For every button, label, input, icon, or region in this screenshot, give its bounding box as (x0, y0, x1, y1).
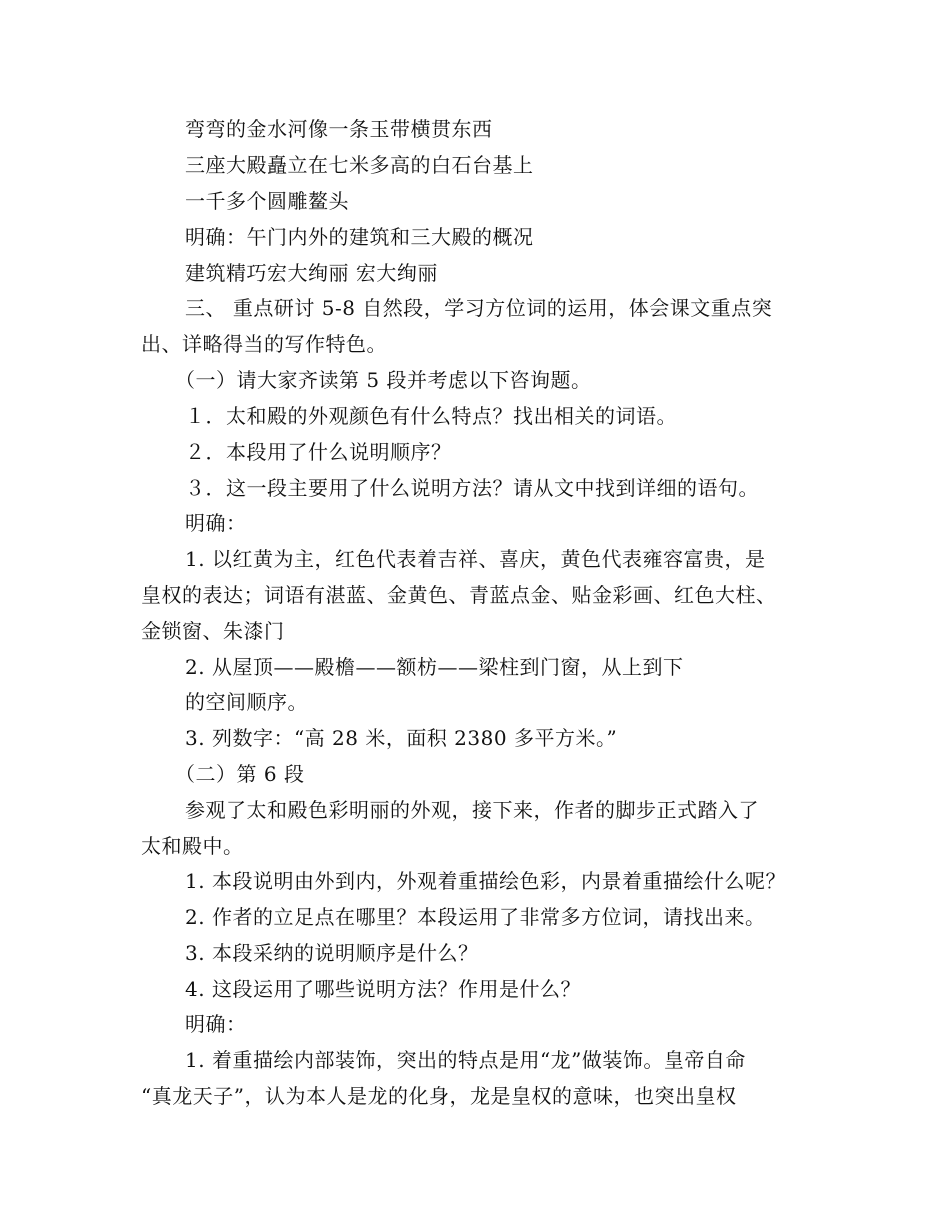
question-item: ２．本段用了什么说明顺序？ (185, 440, 452, 464)
question-item: 1. 本段说明由外到内，外观着重描绘色彩，内景着重描绘什么呢？ (185, 869, 786, 893)
question-item: １．太和殿的外观颜色有什么特点？找出相关的词语。 (185, 404, 677, 428)
question-item: 4. 这段运用了哪些说明方法？作用是什么？ (185, 977, 581, 1001)
answer-label: 明确： (185, 1012, 247, 1036)
question-item: ３．这一段主要用了什么说明方法？请从文中找到详细的语句。 (185, 476, 759, 500)
text-line: 太和殿中。 (141, 834, 244, 858)
answer-label: 明确： (185, 511, 247, 535)
subsection-heading: （一）请大家齐读第 5 段并考虑以下咨询题。 (175, 368, 592, 392)
answer-item: 1. 着重描绘内部装饰，突出的特点是用“龙”做装饰。皇帝自命 (185, 1048, 746, 1072)
answer-item: 1. 以红黄为主，红色代表着吉祥、喜庆，黄色代表雍容富贵，是 (185, 547, 766, 571)
answer-item: 2. 从屋顶——殿檐——额枋——梁柱到门窗，从上到下 (185, 655, 684, 679)
text-line: 一千多个圆雕鳌头 (185, 189, 349, 213)
text-line: 建筑精巧宏大绚丽 宏大绚丽 (185, 261, 438, 285)
text-line: 皇权的表达；词语有湛蓝、金黄色、青蓝点金、贴金彩画、红色大柱、 (141, 583, 777, 607)
text-line: 出、详略得当的写作特色。 (141, 332, 387, 356)
text-line: 的空间顺序。 (185, 690, 308, 714)
subsection-heading: （二）第 6 段 (175, 762, 305, 786)
text-line: “真龙天子”，认为本人是龙的化身，龙是皇权的意味，也突出皇权 (141, 1084, 737, 1108)
text-line: 弯弯的金水河像一条玉带横贯东西 (185, 117, 493, 141)
question-item: 3. 本段采纳的说明顺序是什么？ (185, 941, 479, 965)
answer-item: 3. 列数字：“高 28 米，面积 2380 多平方米。” (185, 726, 618, 750)
text-line: 金锁窗、朱漆门 (141, 619, 285, 643)
text-line: 三座大殿矗立在七米多高的白石台基上 (185, 153, 534, 177)
question-item: 2. 作者的立足点在哪里？本段运用了非常多方位词，请找出来。 (185, 905, 766, 929)
section-heading: 三、 重点研讨 5-8 自然段，学习方位词的运用，体会课文重点突 (185, 296, 773, 320)
text-line: 参观了太和殿色彩明丽的外观，接下来，作者的脚步正式踏入了 (185, 798, 759, 822)
text-line: 明确：午门内外的建筑和三大殿的概况 (185, 225, 534, 249)
